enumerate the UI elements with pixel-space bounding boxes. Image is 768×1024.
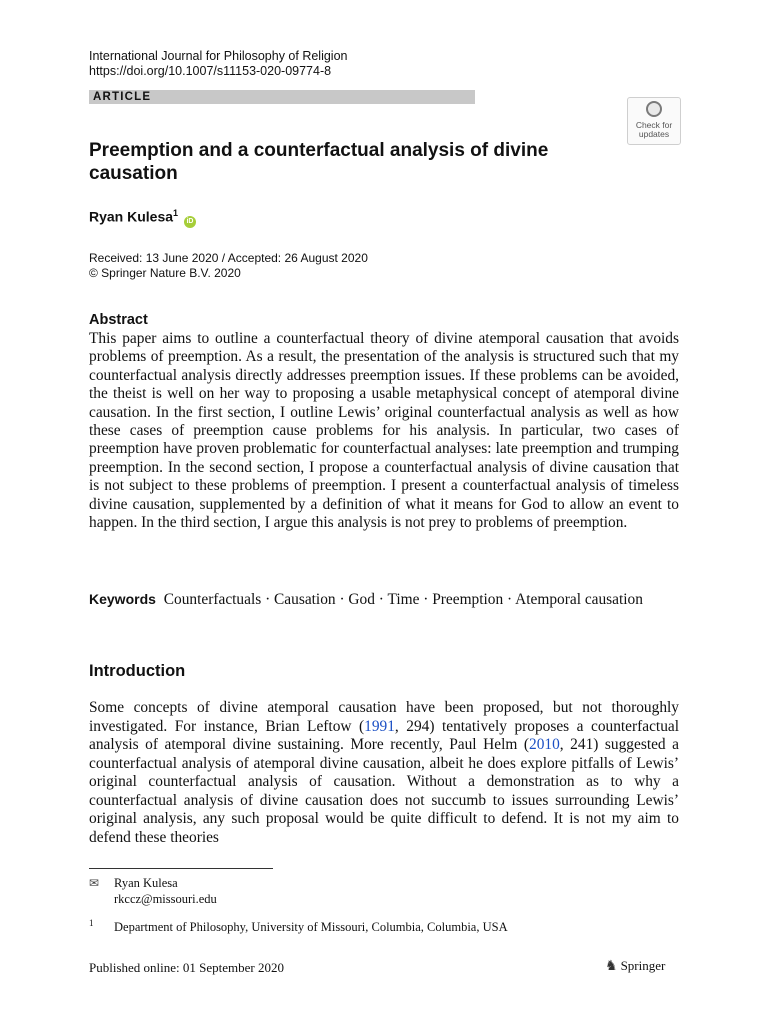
publisher-name: Springer	[620, 958, 666, 973]
crossmark-label-1: Check for	[635, 120, 673, 130]
journal-name: International Journal for Philosophy of Religion	[89, 49, 348, 63]
dates-block	[89, 251, 368, 281]
published-date: Published online: 01 September 2020	[89, 960, 284, 975]
doi-link[interactable]: https://doi.org/10.1007/s11153-020-09774-8	[89, 64, 332, 78]
orcid-icon[interactable]: iD	[184, 216, 196, 228]
footnote-affiliation: Department of Philosophy, University of Missouri, Columbia, Columbia, USA	[114, 920, 508, 934]
citation-link-1991[interactable]: 1991	[364, 717, 395, 735]
footnote-mark: 1	[89, 918, 94, 928]
article-type-bar	[89, 90, 475, 104]
author-name[interactable]: Ryan Kulesa	[89, 208, 174, 225]
crossmark-icon	[646, 101, 662, 117]
copyright: © Springer Nature B.V. 2020	[89, 266, 241, 280]
keywords	[89, 590, 679, 609]
abstract-heading: Abstract	[89, 312, 148, 328]
springer-logo	[605, 958, 665, 975]
intro-text-3: , 241) suggested a counterfactual analysis of atemporal divine causation, albeit he does explore pitfalls of Lewis’ original counterfactual analysis of causation. Without a demonstration as to why a counterfactual analysis of divine causation does not succumb to issues surrounding Lewis’ original analysis, any such proposal would be quite difficult to defend. It is not my aim to defend these theories	[89, 736, 679, 846]
author-line	[89, 208, 196, 228]
received-accepted: Received: 13 June 2020 / Accepted: 26 August 2020	[89, 251, 368, 265]
keywords-label: Keywords	[89, 591, 156, 607]
footnote-email[interactable]: rkccz@missouri.edu	[114, 892, 217, 906]
intro-text-2: , 294) tentatively proposes a counterfactual analysis of atemporal divine sustaining. More recently, Paul Helm (	[89, 717, 679, 753]
abstract-text: This paper aims to outline a counterfactual theory of divine atemporal causation that avoids problems of preemption. As a result, the presentation of the analysis is structured such that my counterfactual analysis directly addresses preemption issues. If these problems can be avoided, the theist is well on her way to proposing a usable metaphysical concept of atemporal divine causation. In the first section, I outline Lewis’ original counterfactual analysis as well as how these cases of preemption cause problems for his analysis. In particular, two cases of preemption have proven problematic for counterfactual analyses: late preemption and trumping preemption. In the second section, I propose a counterfactual analysis of divine causation that is not subject to these problems of preemption. I present a counterfactual analysis of timeless divine causation, supplemented by a definition of what it means for God to allow an event to happen. In the third section, I argue this analysis is not prey to problems of preemption.	[89, 330, 679, 532]
introduction-heading: Introduction	[89, 662, 186, 680]
springer-horse-icon: ♞	[605, 959, 618, 974]
affiliation-mark: 1	[173, 208, 179, 218]
intro-text-1: Some concepts of divine atemporal causation have been proposed, but not thoroughly investigated. For instance, Brian Leftow (	[89, 699, 679, 735]
crossmark-label-2: updates	[638, 129, 670, 139]
citation-link-2010[interactable]: 2010	[529, 736, 560, 753]
article-title: Preemption and a counterfactual analysis of divine causation	[89, 140, 549, 184]
keywords-list: Counterfactuals · Causation · God · Time · Preemption · Atemporal causation	[163, 591, 643, 608]
article-type-label: ARTICLE	[93, 91, 152, 103]
journal-header	[89, 49, 348, 79]
corresponding-author	[114, 875, 217, 907]
introduction-paragraph	[89, 699, 679, 847]
footnote-author-name: Ryan Kulesa	[114, 876, 178, 890]
footnote-divider	[89, 868, 273, 869]
check-for-updates-badge[interactable]	[627, 97, 681, 145]
envelope-icon: ✉	[89, 876, 100, 890]
